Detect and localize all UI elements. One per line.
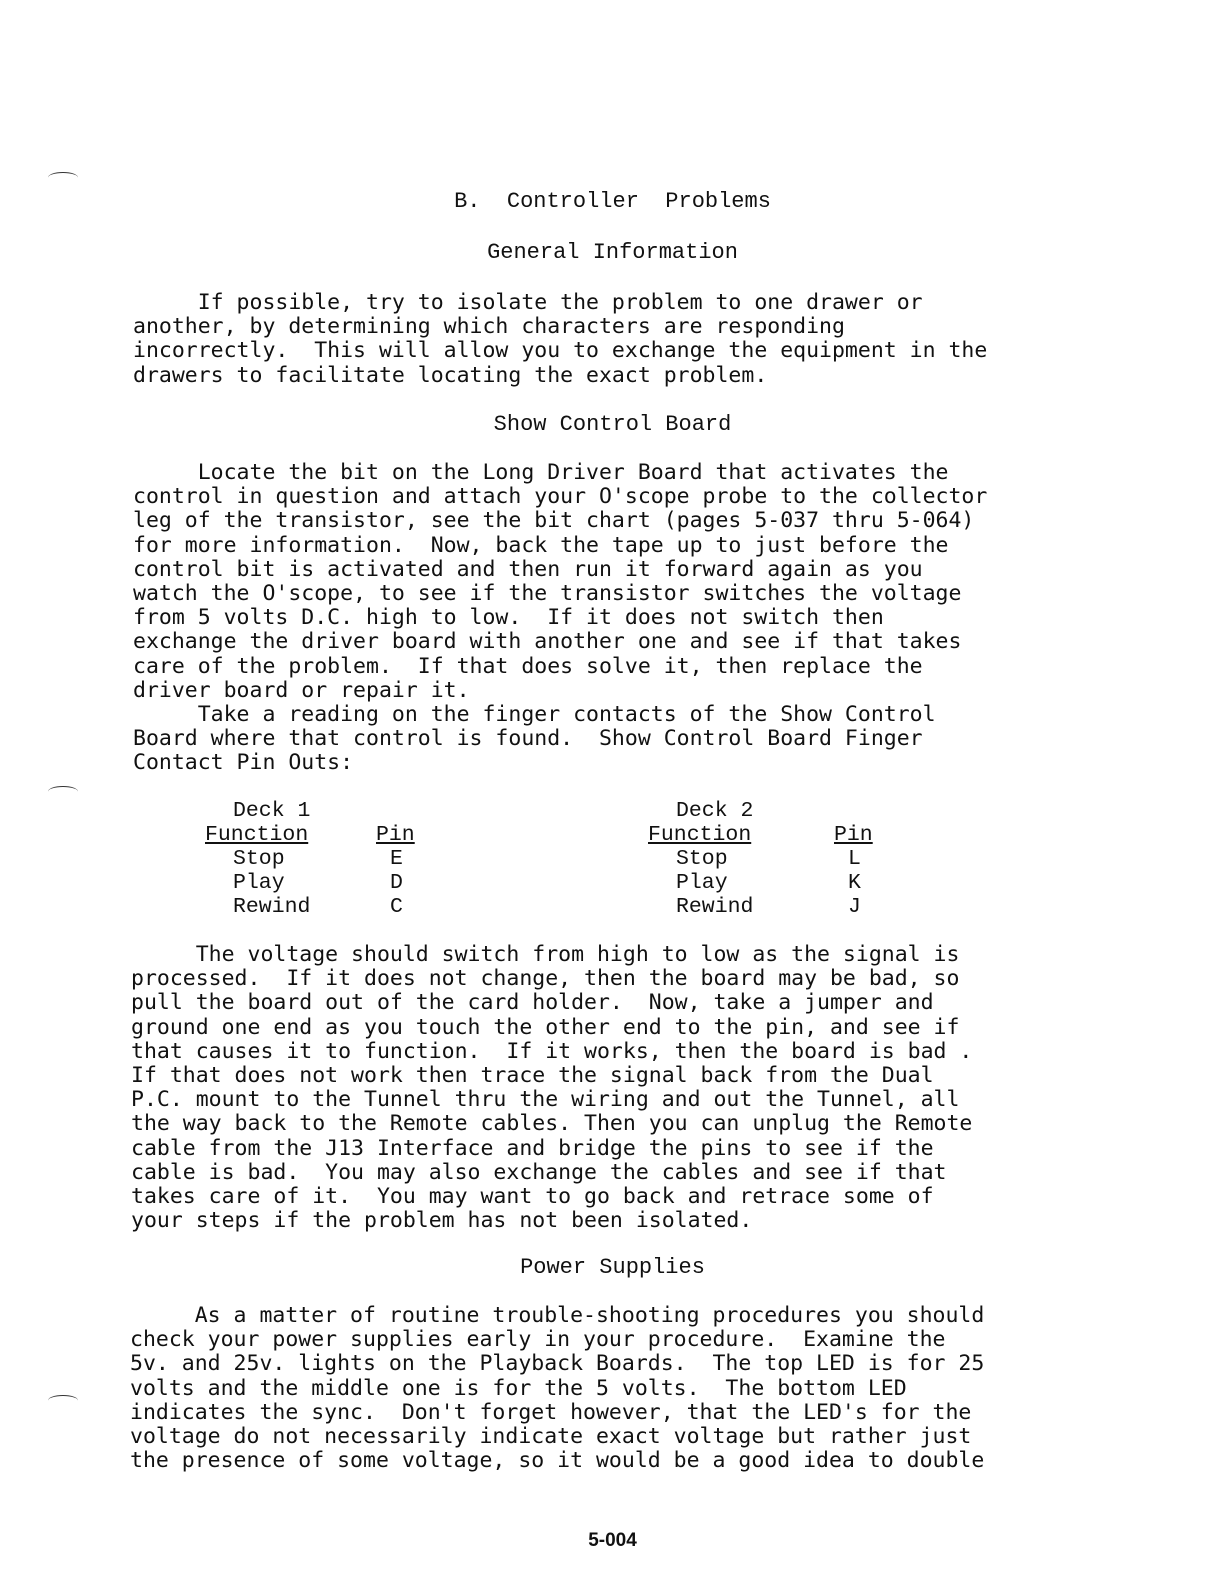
deck-2-pin-cell: L — [848, 847, 861, 871]
deck-2-function-cell: Rewind — [676, 895, 754, 919]
show-control-heading: Show Control Board — [493, 412, 732, 437]
deck-2-pin-cell: K — [848, 871, 861, 895]
deck-2-function-header: Function — [648, 823, 752, 847]
deck-2-pin-header: Pin — [834, 823, 873, 847]
deck-1-pin-cell: E — [390, 847, 403, 871]
margin-mark-top — [48, 172, 78, 183]
section-title: B. Controller Problems — [454, 189, 771, 214]
power-supplies-paragraph: As a matter of routine trouble-shooting procedures you should check your power supplies early in your procedure. Examine the 5v. and 25v. lights on the Playback Boards. The top LED is for 25 volts and the middle one is for the 5 volts. The bottom LED indicates the sync. Don't forget however, that the LED's for the voltage do not necessarily indicate exact voltage but rather just the presence of some voltage, so it would be a good idea to double — [130, 1303, 985, 1474]
general-info-paragraph: If possible, try to isolate the problem to one drawer or another, by determining which characters are responding incorrectly. This will allow you to exchange the equipment in the drawers to facilitate locating the exact problem. — [133, 290, 988, 388]
voltage-paragraph: The voltage should switch from high to low as the signal is processed. If it does not change, then the board may be bad, so pull the board out of the card holder. Now, take a jumper and ground one end as you touch the other end to the pin, and see if that causes it to function. If it works, then the board is bad . If that does not work then trace the signal back from the Dual P.C. mount to the Tunnel thru the wiring and out the Tunnel, all the way back to the Remote cables. Then you can unplug the Remote cable from the J13 Interface and bridge the pins to see if the cable is bad. You may also exchange the cables and see if that takes care of it. You may want to go back and retrace some of your steps if the problem has not been isolated. — [131, 942, 973, 1234]
margin-mark-middle — [48, 786, 78, 797]
deck-2-function-cell: Play — [676, 871, 728, 895]
deck-1-title: Deck 1 — [233, 799, 311, 823]
deck-1-function-cell: Stop — [233, 847, 285, 871]
deck-1-function-cell: Rewind — [233, 895, 311, 919]
margin-mark-bottom — [48, 1395, 78, 1406]
show-control-paragraph: Locate the bit on the Long Driver Board that activates the control in question and attach your O'scope probe to the collector leg of the transistor, see the bit chart (pages 5-037 thru 5-064) for more information. Now, back the tape up to just before the control bit is activated and then run it forward again as you watch the O'scope, to see if the transistor switches the voltage from 5 volts D.C. high to low. If it does not switch then exchange the driver board with another one and see if that takes care of the problem. If that does solve it, then replace the driver board or repair it. Take a reading on the finger contacts of the Show Control Board where that control is found. Show Control Board Finger Contact Pin Outs: — [133, 460, 988, 776]
deck-1-pin-cell: C — [390, 895, 403, 919]
page-number: 5-004 — [588, 1530, 637, 1551]
deck-1-pin-header: Pin — [376, 823, 415, 847]
general-info-heading: General Information — [487, 240, 738, 265]
deck-2-title: Deck 2 — [676, 799, 754, 823]
deck-2-pin-cell: J — [848, 895, 861, 919]
deck-1-function-cell: Play — [233, 871, 285, 895]
deck-1-function-header: Function — [205, 823, 309, 847]
power-supplies-heading: Power Supplies — [520, 1255, 705, 1280]
deck-2-function-cell: Stop — [676, 847, 728, 871]
deck-1-pin-cell: D — [390, 871, 403, 895]
